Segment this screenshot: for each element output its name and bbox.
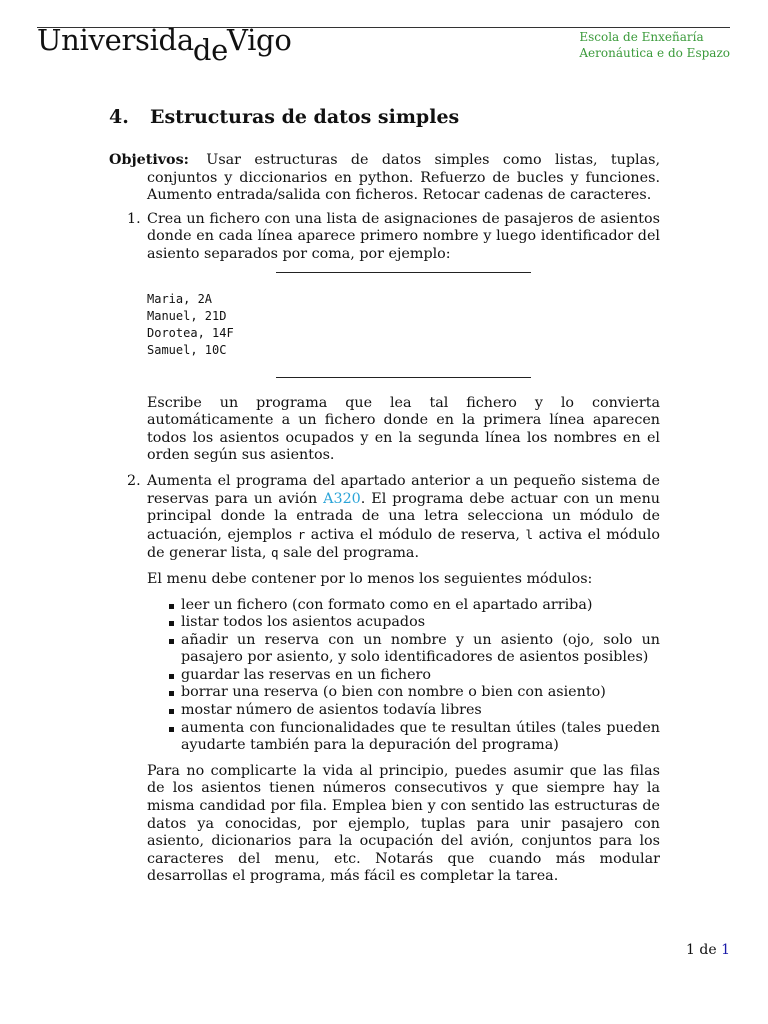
modules-list [147,597,660,755]
document-body [109,152,660,894]
section-heading [109,106,459,128]
section-title: Estructuras de datos simples [150,106,460,128]
exercise-number: 1. [127,210,141,227]
objectives-text: Usar estructuras de datos simples como listas, tuplas, conjuntos y diccionarios en python. Refuerzo de bucles y funciones. Aumento entrada/salida con ficheros. Retocar cadenas de caracteres. [147,152,660,204]
exercise-1-after: Escribe un programa que lea tal fichero y lo convierta automáticamente a un fichero donde en la primera línea aparecen todos los asientos ocupados y en la segunda línea los nombres en el orden según sus asientos. [147,394,660,464]
list-item: listar todos los asientos acupados [147,614,660,632]
school-name [579,29,730,61]
exercise-2-closing: Para no complicarte la vida al principio, puedes asumir que las filas de los asientos tienen números consecutivos y que siempre hay la misma candidad por fila. Emplea bien y con sentido las estructuras de datos ya conocidas, por ejemplo, tuplas para unir pasajero con asiento, dicionarios para la ocupación del avión, conjuntos para los caracteres del menu, etc. Notarás que cuando más modular desarrollas el programa, más fácil es completar la tarea. [147,762,660,885]
list-item: guardar las reservas en un fichero [147,667,660,685]
school-line-2: Aeronáutica e do Espazo [579,46,730,60]
list-item: aumenta con funcionalidades que te resultan útiles (tales pueden ayudarte también para la depuración del programa) [147,720,660,755]
list-item: añadir un reserva con un nombre y un asiento (ojo, solo un pasajero por asiento, y solo identificadores de asientos posibles) [147,632,660,667]
list-item: leer un fichero (con formato como en el apartado arriba) [147,597,660,615]
school-line-1: Escola de Enxeñaría [579,30,704,44]
exercise-item-1 [109,211,660,465]
page-number: 1 de 1 [686,942,730,958]
objectives-label: Objetivos: [109,152,189,168]
code-line: Maria, 2A [147,291,213,306]
list-item: mostar número de asientos todavía libres [147,702,660,720]
code-block [147,291,660,359]
code-rule-bottom [276,377,531,378]
objectives-paragraph [109,152,660,205]
modules-intro: El menu debe contener por lo menos los seguientes módulos: [147,570,593,587]
code-line: Dorotea, 14F [147,325,234,340]
code-rule-top [276,272,531,273]
list-item: borrar una reserva (o bien con nombre o bien con asiento) [147,684,660,702]
exercise-2-intro: Aumenta el programa del apartado anterior a un pequeño sistema de reservas para un avión A320. El programa debe actuar con un menu principal donde la entrada de una letra selecciona un módulo de actuación, ejemplos r activa el módulo de reserva, l activa el módulo de generar lista, q sale del programa. [147,472,660,562]
exercise-item-2 [109,473,660,886]
exercise-1-intro: Crea un fichero con una lista de asignaciones de pasajeros de asientos donde en cada línea aparece primero nombre y luego identificador del asiento separados por coma, por ejemplo: [147,210,660,262]
university-logo: UniversidadeVigo [37,23,292,67]
header-rule [37,27,730,28]
code-line: Manuel, 21D [147,308,227,323]
section-number: 4. [109,106,129,128]
code-line: Samuel, 10C [147,342,227,357]
a320-link[interactable]: A320 [323,490,361,507]
exercise-list [109,211,660,886]
exercise-number: 2. [127,472,141,489]
total-pages-link[interactable]: 1 [721,942,730,958]
